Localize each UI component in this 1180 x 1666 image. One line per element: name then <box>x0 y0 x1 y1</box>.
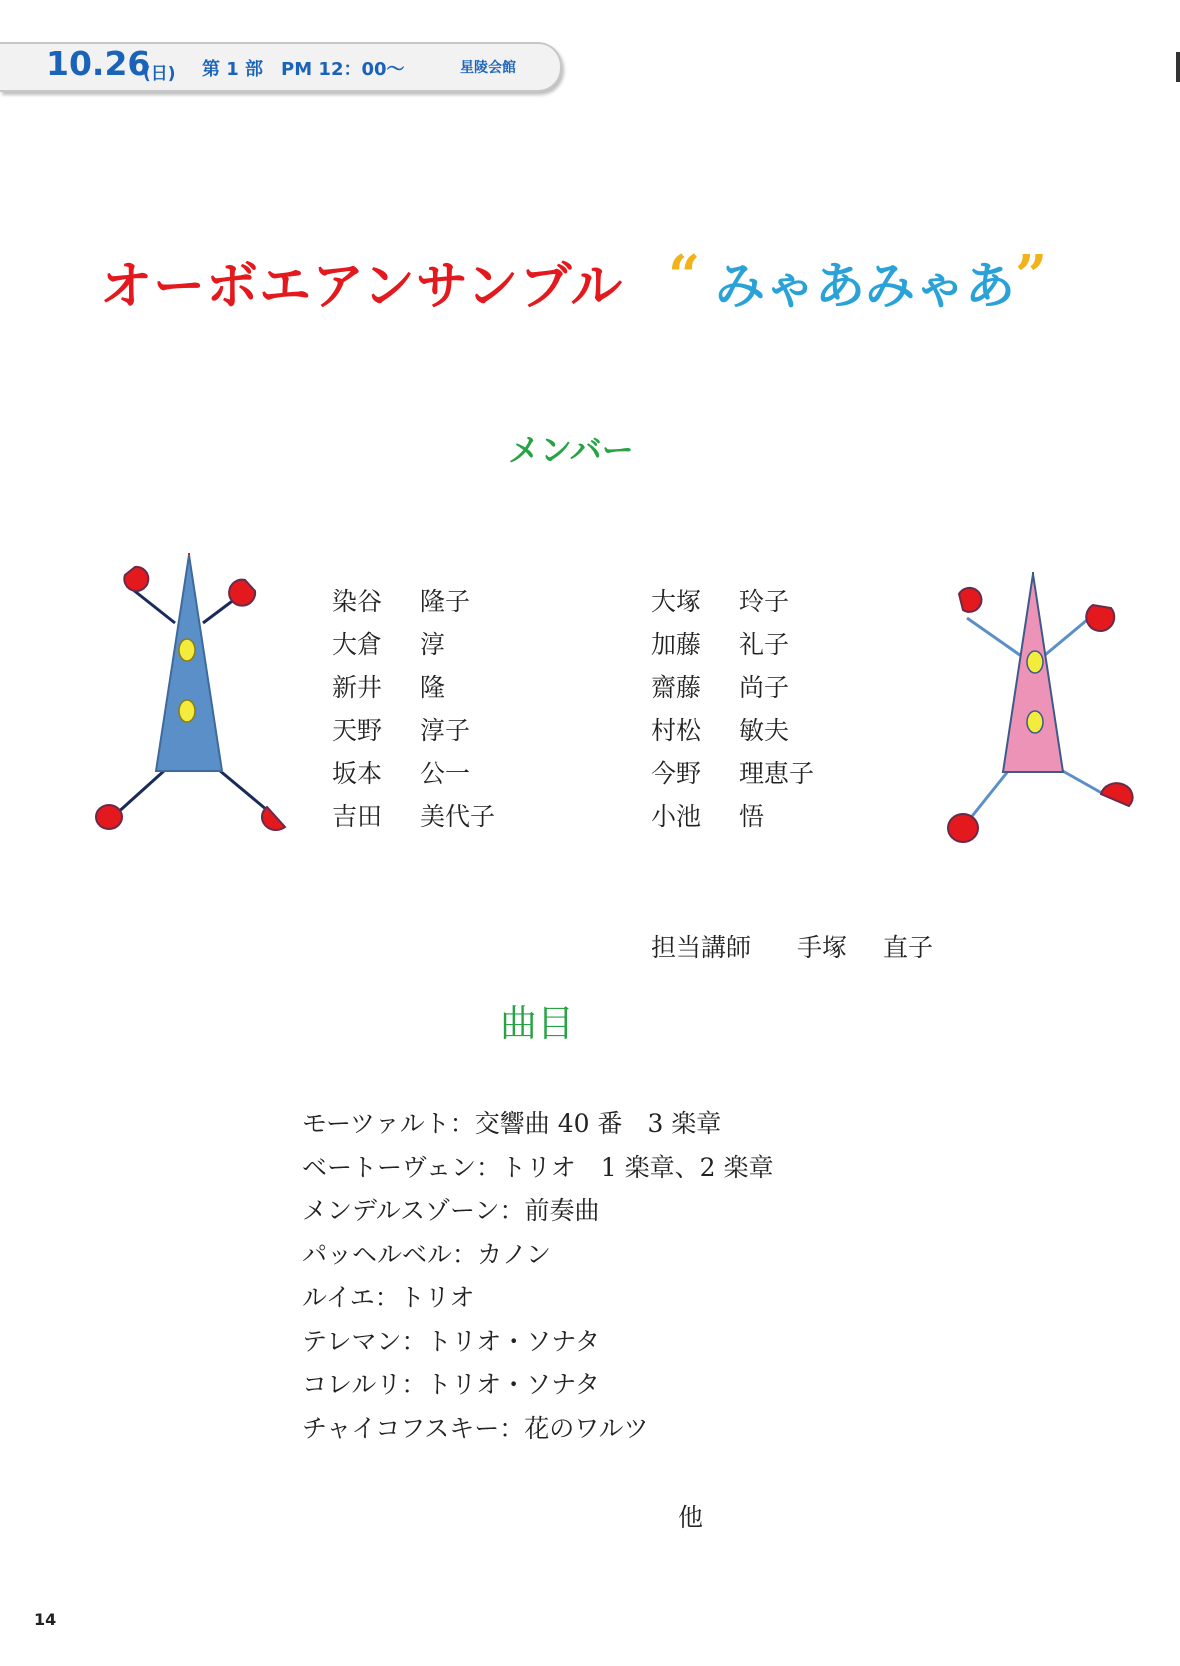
member-family-name: 大塚 <box>651 587 702 616</box>
members-list-right <box>651 580 814 838</box>
member-row <box>332 580 495 623</box>
member-given-name: 悟 <box>739 802 765 831</box>
header-weekday: (日) <box>143 64 176 84</box>
instructor-line <box>651 928 933 964</box>
header-part-time: 第 1 部 PM 12：00～ <box>202 59 405 80</box>
member-family-name: 小池 <box>651 802 702 831</box>
member-given-name: 礼子 <box>739 630 790 659</box>
member-family-name: 加藤 <box>651 630 702 659</box>
program-item: パッヘルベル：カノン <box>302 1239 552 1269</box>
member-family-name: 吉田 <box>332 802 383 831</box>
member-row <box>651 709 814 752</box>
member-given-name: 敏夫 <box>739 716 790 745</box>
member-given-name: 尚子 <box>739 673 790 702</box>
instructor-given-name: 直子 <box>883 933 934 962</box>
program-item: メンデルスゾーン：前奏曲 <box>302 1196 600 1225</box>
member-given-name: 玲子 <box>739 587 790 616</box>
member-given-name: 隆 <box>420 673 446 702</box>
member-given-name: 美代子 <box>420 802 496 831</box>
header-venue: 星陵会館 <box>460 60 516 76</box>
member-row <box>651 580 814 623</box>
program-item: ルイエ：トリオ <box>302 1283 475 1312</box>
quote-close-mark: ” <box>1015 243 1048 309</box>
member-family-name: 染谷 <box>332 587 383 616</box>
instructor-role: 担当講師 <box>651 933 752 962</box>
member-family-name: 大倉 <box>332 630 383 659</box>
page-number: 14 <box>34 1610 57 1629</box>
ensemble-title: オーボエアンサンブル <box>100 256 624 317</box>
member-family-name: 新井 <box>332 673 383 702</box>
page-edge-mark <box>1176 52 1180 82</box>
member-row <box>651 623 814 666</box>
member-family-name: 坂本 <box>332 759 383 788</box>
members-heading: メンバー <box>508 431 634 469</box>
member-family-name: 天野 <box>332 716 383 745</box>
member-given-name: 公一 <box>420 759 471 788</box>
program-item: チャイコフスキー：花のワルツ <box>302 1413 649 1443</box>
member-family-name: 今野 <box>651 759 702 788</box>
header-date: 10.26 <box>46 44 151 83</box>
ensemble-nickname: みゃあみゃあ <box>715 257 1015 315</box>
program-item: コレルリ：トリオ・ソナタ <box>302 1370 600 1399</box>
member-family-name: 齋藤 <box>651 673 702 702</box>
member-given-name: 理恵子 <box>739 759 815 788</box>
quote-open-mark: “ <box>668 243 701 309</box>
member-row <box>651 752 814 795</box>
member-row <box>651 795 814 838</box>
member-row <box>332 752 495 795</box>
instructor-family-name: 手塚 <box>797 933 848 962</box>
oboe-figure-pink-illustration <box>935 570 1145 880</box>
member-row <box>332 623 495 666</box>
member-row <box>651 666 814 709</box>
member-row <box>332 666 495 709</box>
oboe-figure-blue-illustration <box>95 545 305 885</box>
member-given-name: 隆子 <box>420 587 471 616</box>
program-list <box>302 1102 773 1450</box>
member-given-name: 淳子 <box>420 716 471 745</box>
members-list-left <box>332 580 495 838</box>
member-row <box>332 709 495 752</box>
member-row <box>332 795 495 838</box>
program-heading: 曲目 <box>500 1002 574 1045</box>
program-item: モーツァルト：交響曲 40 番 3 楽章 <box>302 1109 722 1138</box>
member-given-name: 淳 <box>420 630 446 659</box>
program-other: 他 <box>678 1503 704 1532</box>
program-item: ベートーヴェン：トリオ 1 楽章、2 楽章 <box>302 1152 774 1182</box>
program-item: テレマン：トリオ・ソナタ <box>302 1326 601 1356</box>
member-family-name: 村松 <box>651 716 702 745</box>
